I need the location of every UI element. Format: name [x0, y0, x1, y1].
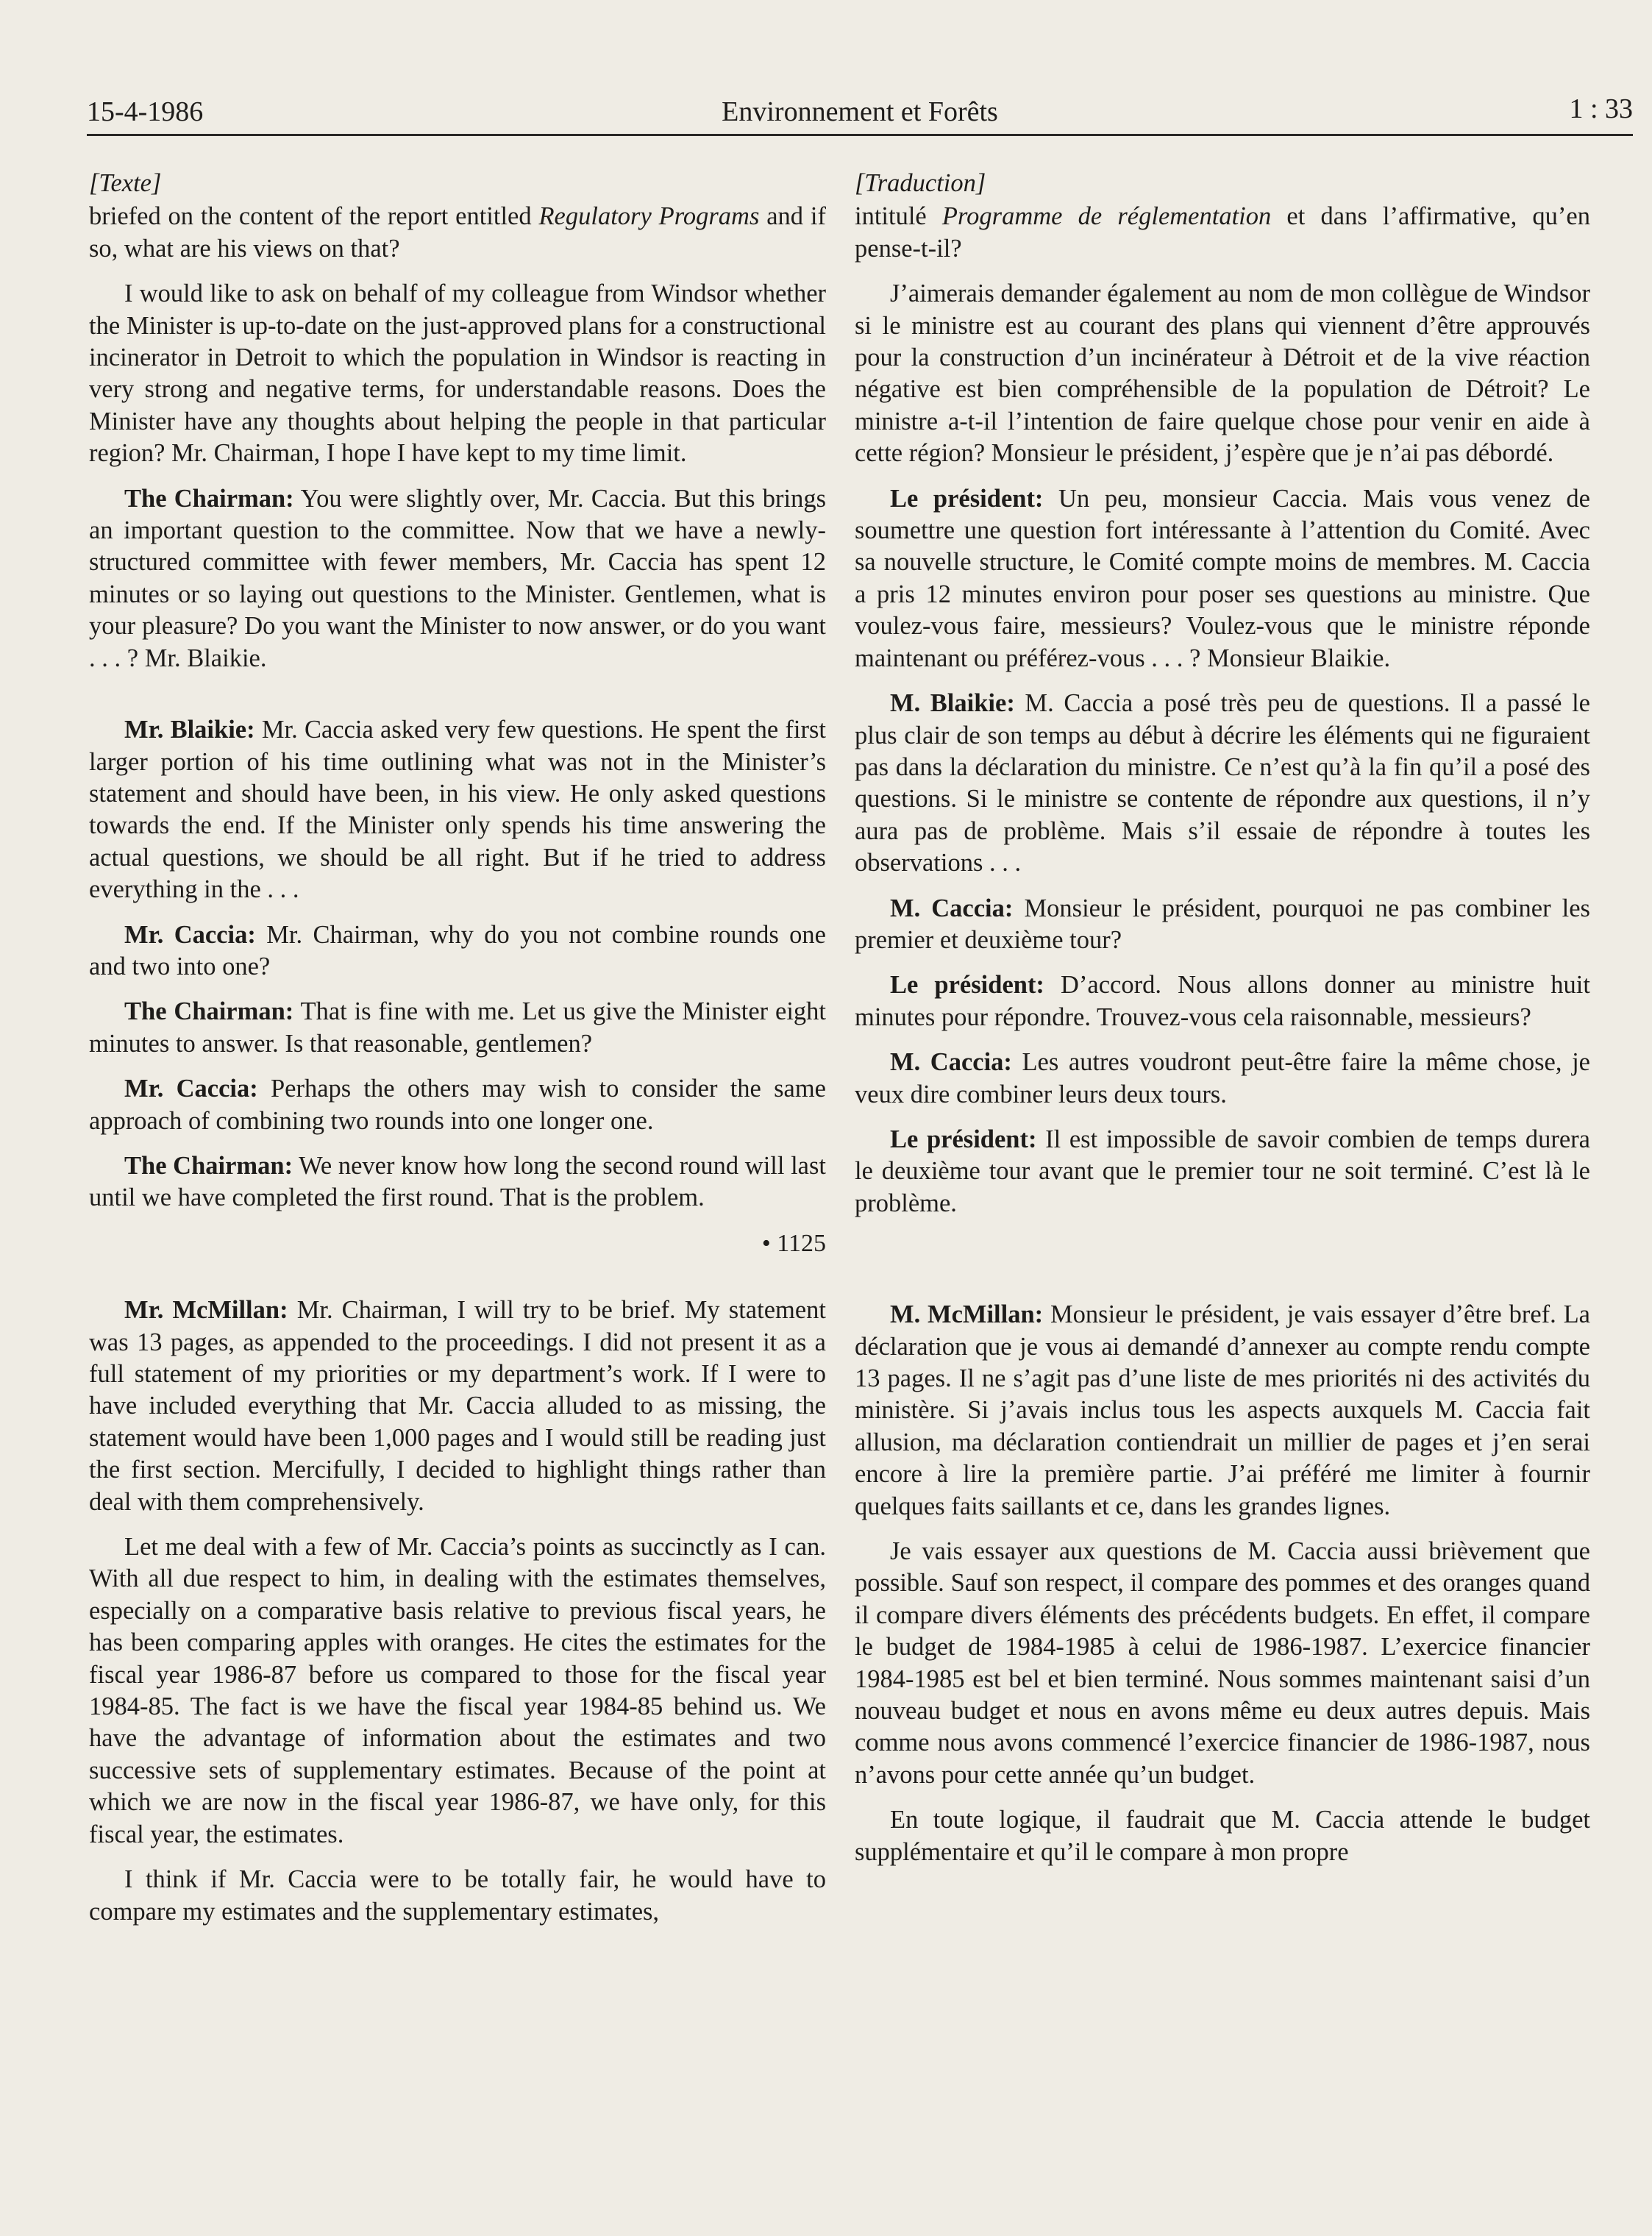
speaker-name: M. Caccia: — [890, 1048, 1012, 1077]
column-label: [Traduction] — [855, 169, 986, 197]
time-marker: • 1125 — [761, 1229, 826, 1257]
header-date: 15-4-1986 — [87, 96, 204, 127]
speaker-name: Mr. McMillan: — [124, 1296, 288, 1325]
french-column — [855, 168, 1590, 1881]
speech-paragraph: Mr. Caccia: Perhaps the others may wish to consider the same approach of combining two rounds into one longer one. — [89, 1075, 826, 1135]
running-header — [87, 87, 1633, 136]
speaker-name: M. Blaikie: — [890, 689, 1015, 718]
header-page-number: 1 : 33 — [1569, 93, 1633, 124]
speaker-name: The Chairman: — [124, 1151, 293, 1180]
speaker-name: Le président: — [890, 971, 1044, 1000]
spacer — [855, 1233, 1590, 1299]
speech-paragraph: Mr. Blaikie: Mr. Caccia asked very few questions. He spent the first larger portion of his time outlining what was not in the Minister’s statement and should have been, in his view. He only asked questions towards the end. If the Minister only spends his time answering the actual questions, we should be all right. But if he tried to address everything in the . . . — [89, 716, 826, 904]
paragraph: I would like to ask on behalf of my colleague from Windsor whether the Minister is up-to-date on the just-approved plans for a constructional incinerator in Detroit to which the population in Windsor is reacting in very strong and negative terms, for understandable reasons. Does the Minister have any thoughts about helping the people in that particular region? Mr. Chairman, I hope I have kept to my time limit. — [89, 280, 826, 468]
speech-paragraph: M. Blaikie: M. Caccia a posé très peu de questions. Il a passé le plus clair de son temps au début à décrire les éléments qui ne figuraient pas dans la déclaration du ministre. Ce n’est qu’à la fin qu’il a posé des questions. Si le ministre se contente de répondre aux questions, il n’y aura pas de problème. Mais s’il essaie de répondre à toutes les observations . . . — [855, 689, 1590, 877]
speech-paragraph: The Chairman: You were slightly over, Mr. Caccia. But this brings an important question to the committee. Now that we have a newly-structured committee with fewer members, Mr. Caccia has spent 12 minutes or so laying out questions to the Minister. Gentlemen, what is your pleasure? Do you want the Minister to now answer, or do you want . . . ? Mr. Blaikie. — [89, 484, 826, 672]
column-label: [Texte] — [89, 169, 162, 197]
paragraph: intitulé Programme de réglementation et dans l’affirmative, qu’en pense-t-il? — [855, 202, 1590, 263]
speaker-name: The Chairman: — [124, 997, 294, 1026]
speech-paragraph: The Chairman: That is fine with me. Let us give the Minister eight minutes to answer. Is that reasonable, gentlemen? — [89, 997, 826, 1058]
speaker-name: M. McMillan: — [890, 1300, 1044, 1329]
paragraph: J’aimerais demander également au nom de mon collègue de Windsor si le ministre est au courant des plans qui viennent d’être approuvés pour la construction d’un incinérateur à Détroit et de la vive réaction négative est bien compréhensible de la population de Détroit? Le ministre a-t-il l’intention de faire quelque chose pour venir en aide à cette région? Monsieur le président, j’espère que je n’ai pas débordé. — [855, 280, 1590, 468]
speech-paragraph: M. Caccia: Les autres voudront peut-être faire la même chose, je veux dire combiner leurs deux tours. — [855, 1048, 1590, 1108]
speech-paragraph: M. McMillan: Monsieur le président, je vais essayer d’être bref. La déclaration que je vous ai demandé d’annexer au compte rendu compte 13 pages. Il ne s’agit pas d’une liste de mes priorités ni des activités du ministère. Si j’avais inclus tous les aspects auxquels M. Caccia fait allusion, ma déclaration contiendrait un millier de pages et j’en serai encore à lire la première partie. J’ai préféré me limiter à fournir quelques faits saillants et ce, dans les grandes lignes. — [855, 1300, 1590, 1520]
paragraph: En toute logique, il faudrait que M. Caccia attende le budget supplémentaire et qu’il le compare à mon propre — [855, 1806, 1590, 1866]
speech-paragraph: Le président: Un peu, monsieur Caccia. Mais vous venez de soumettre une question fort intéressante à l’attention du Comité. Avec sa nouvelle structure, le Comité compte moins de membres. M. Caccia a pris 12 minutes environ pour poser ses questions au ministre. Que voulez-vous faire, messieurs? Voulez-vous que le ministre réponde maintenant ou préférez-vous . . . ? Monsieur Blaikie. — [855, 484, 1590, 672]
paragraph: Je vais essayer aux questions de M. Caccia aussi brièvement que possible. Sauf son respect, il compare des pommes et des oranges quand il compare divers éléments des précédents budgets. En effet, il compare le budget de 1984-1985 à celui de 1986-1987. L’exercice financier 1984-1985 est bel et bien terminé. Nous sommes maintenant saisi d’un nouveau budget et nous en avons même eu deux autres depuis. Mais comme nous avons commencé l’exercice financier de 1986-1987, nous n’avons pour cette année qu’un budget. — [855, 1537, 1590, 1789]
speaker-name: Le président: — [890, 484, 1044, 513]
speech-paragraph: Mr. McMillan: Mr. Chairman, I will try to be brief. My statement was 13 pages, as appended to the proceedings. I did not present it as a full statement of my priorities or my department’s work. If I were to have included everything that Mr. Caccia alluded to as missing, the statement would have been 1,000 pages and I would still be reading just the first section. Mercifully, I decided to highlight things rather than deal with them comprehensively. — [89, 1296, 826, 1516]
speaker-name: Mr. Blaikie: — [124, 716, 255, 744]
paragraph: I think if Mr. Caccia were to be totally fair, he would have to compare my estimates and the supplementary estimates, — [89, 1865, 826, 1926]
speech-paragraph: M. Caccia: Monsieur le président, pourquoi ne pas combiner les premier et deuxième tour? — [855, 894, 1590, 954]
paragraph: Let me deal with a few of Mr. Caccia’s points as succinctly as I can. With all due respect to him, in dealing with the estimates themselves, especially on a comparative basis relative to previous fiscal years, he has been comparing apples with oranges. He cites the estimates for the fiscal year 1986-87 before us compared to those for the fiscal year 1984-85. The fact is we have the fiscal year 1984-85 behind us. We have the advantage of information about the estimates and two successive sets of supplementary estimates. Because of the point at which we are now in the fiscal year 1986-87, we have only, for this fiscal year, the estimates. — [89, 1533, 826, 1848]
paragraph: briefed on the content of the report entitled Regulatory Programs and if so, what are his views on that? — [89, 202, 826, 263]
speech-paragraph: Le président: Il est impossible de savoir combien de temps durera le deuxième tour avant que le premier tour ne soit terminé. C’est là le problème. — [855, 1125, 1590, 1217]
english-column — [89, 168, 826, 1941]
speech-paragraph: The Chairman: We never know how long the second round will last until we have completed the first round. That is the problem. — [89, 1151, 826, 1212]
header-title: Environnement et Forêts — [722, 96, 998, 127]
speaker-name: Le président: — [890, 1125, 1037, 1153]
speaker-name: Mr. Caccia: — [124, 920, 256, 949]
speaker-name: The Chairman: — [124, 484, 294, 513]
speech-paragraph: Le président: D’accord. Nous allons donner au ministre huit minutes pour répondre. Trouvez-vous cela raisonnable, messieurs? — [855, 971, 1590, 1031]
speaker-name: M. Caccia: — [890, 894, 1014, 922]
speaker-name: Mr. Caccia: — [124, 1075, 258, 1103]
spacer — [89, 688, 826, 714]
speech-paragraph: Mr. Caccia: Mr. Chairman, why do you not combine rounds one and two into one? — [89, 920, 826, 980]
